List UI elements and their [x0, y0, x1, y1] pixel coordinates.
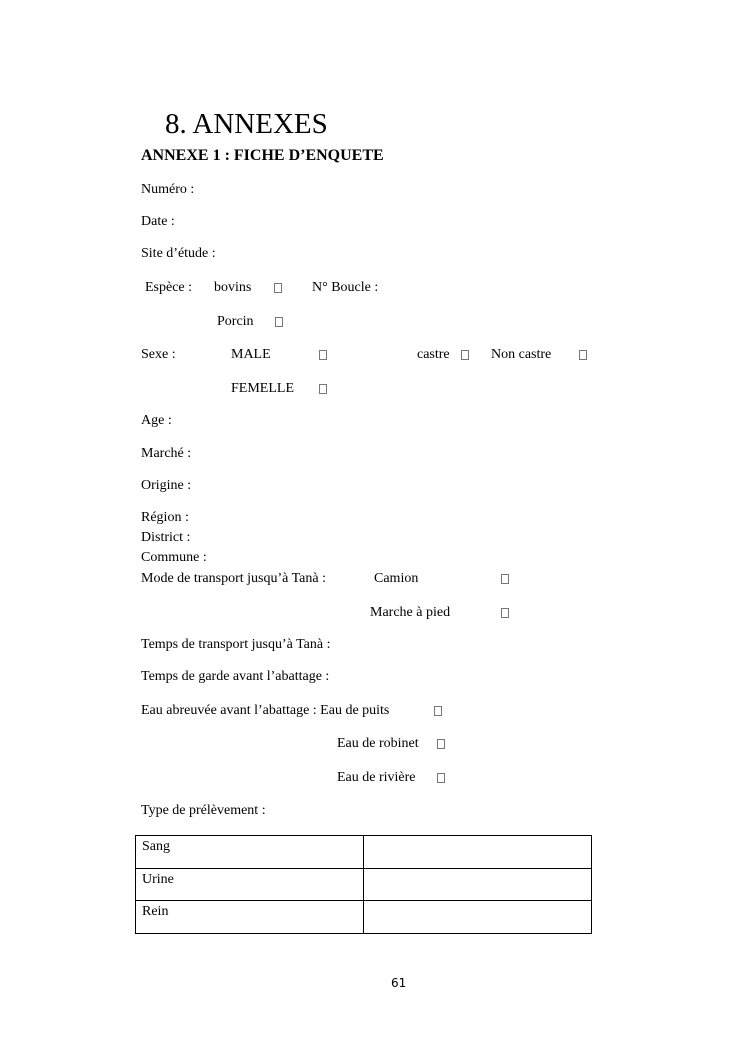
boucle-label: N° Boucle :	[312, 280, 379, 295]
eau-riviere-checkbox[interactable]	[437, 773, 445, 783]
table-cell: Urine	[136, 868, 364, 901]
marche-label: Marché :	[141, 446, 192, 461]
table-cell[interactable]	[364, 836, 592, 869]
bovins-label: bovins	[214, 280, 252, 295]
eau-robinet-label: Eau de robinet	[337, 736, 419, 751]
porcin-label: Porcin	[217, 314, 254, 329]
samples-table	[135, 835, 592, 934]
table-cell: Sang	[136, 836, 364, 869]
castre-checkbox[interactable]	[461, 350, 469, 360]
eau-abreuvee-label: Eau abreuvée avant l’abattage : Eau de puits	[141, 703, 390, 718]
eau-puits-checkbox[interactable]	[434, 706, 442, 716]
table-cell[interactable]	[364, 901, 592, 934]
page-number: 61	[391, 976, 407, 990]
region-label: Région :	[141, 510, 189, 525]
non-castre-label: Non castre	[491, 347, 552, 362]
mode-transport-label: Mode de transport jusqu’à Tanà :	[141, 571, 326, 586]
origine-label: Origine :	[141, 478, 192, 493]
porcin-checkbox[interactable]	[275, 317, 283, 327]
table-cell[interactable]	[364, 868, 592, 901]
table-row	[136, 836, 592, 869]
sexe-label: Sexe :	[141, 347, 176, 362]
espece-label: Espèce :	[145, 280, 193, 295]
camion-checkbox[interactable]	[501, 574, 509, 584]
marche-pied-label: Marche à pied	[370, 605, 451, 620]
annexes-heading: 8. ANNEXES	[165, 108, 328, 140]
eau-riviere-label: Eau de rivière	[337, 770, 416, 785]
numero-label: Numéro :	[141, 182, 195, 197]
non-castre-checkbox[interactable]	[579, 350, 587, 360]
date-label: Date :	[141, 214, 175, 229]
type-prelevement-label: Type de prélèvement :	[141, 803, 266, 818]
male-checkbox[interactable]	[319, 350, 327, 360]
table-row	[136, 868, 592, 901]
femelle-label: FEMELLE	[231, 381, 294, 396]
table-cell: Rein	[136, 901, 364, 934]
marche-pied-checkbox[interactable]	[501, 608, 509, 618]
temps-transport-label: Temps de transport jusqu’à Tanà :	[141, 637, 331, 652]
castre-label: castre	[417, 347, 450, 362]
temps-garde-label: Temps de garde avant l’abattage :	[141, 669, 330, 684]
femelle-checkbox[interactable]	[319, 384, 327, 394]
eau-robinet-checkbox[interactable]	[437, 739, 445, 749]
district-label: District :	[141, 530, 191, 545]
commune-label: Commune :	[141, 550, 207, 565]
camion-label: Camion	[374, 571, 419, 586]
male-label: MALE	[231, 347, 271, 362]
annexe-subheading: ANNEXE 1 : FICHE D’ENQUETE	[141, 147, 384, 164]
age-label: Age :	[141, 413, 172, 428]
bovins-checkbox[interactable]	[274, 283, 282, 293]
site-label: Site d’étude :	[141, 246, 216, 261]
table-row	[136, 901, 592, 934]
